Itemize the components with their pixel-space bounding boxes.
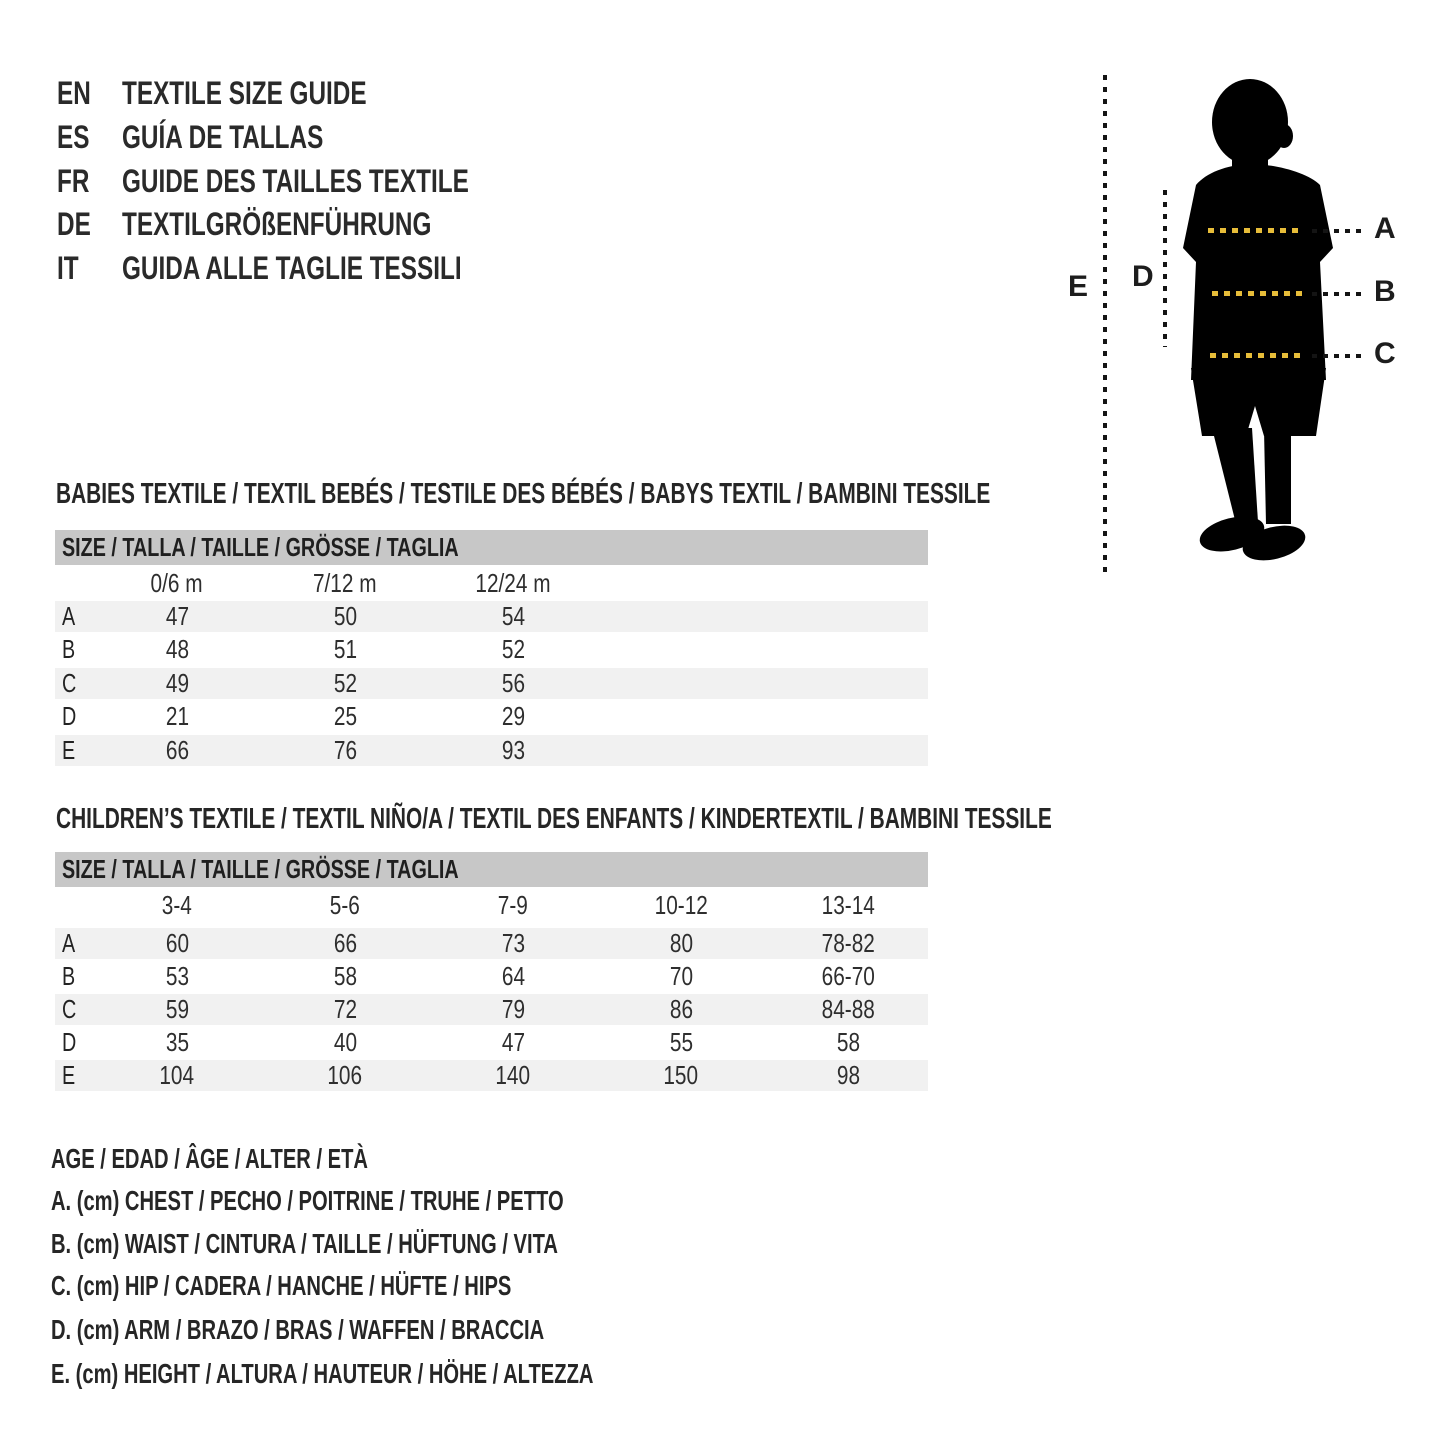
cell: 55 <box>669 1027 693 1057</box>
row-label: A <box>62 928 76 958</box>
figure-label-a: A <box>1374 212 1396 245</box>
row-label: E <box>62 1060 76 1090</box>
cell: 106 <box>327 1060 363 1090</box>
lang-code: EN <box>57 75 91 111</box>
row-label: D <box>62 701 77 731</box>
measure-leader-c <box>1312 354 1366 358</box>
cell: 104 <box>159 1060 195 1090</box>
cell: 72 <box>333 994 357 1024</box>
row-label: C <box>62 994 77 1024</box>
cell: 51 <box>333 634 357 664</box>
cell: 140 <box>495 1060 531 1090</box>
legend-item-arm: D. (cm) ARM / BRAZO / BRAS / WAFFEN / BRACCIA <box>51 1314 545 1345</box>
cell: 66-70 <box>821 961 875 991</box>
cell: 47 <box>165 601 189 631</box>
cell: 54 <box>501 601 525 631</box>
row-label: B <box>62 961 76 991</box>
lang-code: IT <box>57 250 79 286</box>
cell: 48 <box>165 634 189 664</box>
cell: 80 <box>669 928 693 958</box>
children-section-title: CHILDREN’S TEXTILE / TEXTIL NIÑO/A / TEXTIL DES ENFANTS / KINDERTEXTIL / BAMBINI TESSILE <box>56 803 1052 835</box>
cell: 47 <box>501 1027 525 1057</box>
column-header: 0/6 m <box>150 568 204 598</box>
lang-title: GUIDA ALLE TAGLIE TESSILI <box>122 250 462 286</box>
cell: 150 <box>663 1060 699 1090</box>
cell: 66 <box>333 928 357 958</box>
table-row <box>55 668 928 699</box>
table-row <box>55 961 928 992</box>
lang-title: TEXTILGRÖßENFÜHRUNG <box>122 206 432 242</box>
babies-column-header-row <box>55 568 928 599</box>
column-header: 5-6 <box>329 890 361 920</box>
lang-title: GUIDE DES TAILLES TEXTILE <box>122 163 469 199</box>
column-header: 10-12 <box>654 890 708 920</box>
cell: 86 <box>669 994 693 1024</box>
measure-dash-c <box>1210 353 1306 358</box>
cell: 58 <box>836 1027 860 1057</box>
cell: 78-82 <box>821 928 875 958</box>
cell: 84-88 <box>821 994 875 1024</box>
cell: 25 <box>333 701 357 731</box>
row-label: D <box>62 1027 77 1057</box>
table-row <box>55 1060 928 1091</box>
cell: 40 <box>333 1027 357 1057</box>
cell: 59 <box>165 994 189 1024</box>
column-header: 7-9 <box>497 890 529 920</box>
column-header: 7/12 m <box>313 568 377 598</box>
row-label: B <box>62 634 76 664</box>
column-header: 12/24 m <box>475 568 551 598</box>
cell: 53 <box>165 961 189 991</box>
measure-leader-a <box>1312 229 1366 233</box>
cell: 98 <box>836 1060 860 1090</box>
column-header: 13-14 <box>821 890 875 920</box>
measure-dash-b <box>1212 291 1304 296</box>
row-label: A <box>62 601 76 631</box>
cell: 60 <box>165 928 189 958</box>
row-label: C <box>62 668 77 698</box>
measure-dash-a <box>1208 228 1304 233</box>
figure-label-c: C <box>1374 337 1396 370</box>
cell: 93 <box>501 735 525 765</box>
cell: 70 <box>669 961 693 991</box>
cell: 29 <box>501 701 525 731</box>
cell: 21 <box>165 701 189 731</box>
cell: 79 <box>501 994 525 1024</box>
table-row <box>55 701 928 732</box>
table-row <box>55 601 928 632</box>
lang-code: ES <box>57 119 90 155</box>
row-label: E <box>62 735 76 765</box>
table-row <box>55 735 928 766</box>
babies-size-header-bar: SIZE / TALLA / TAILLE / GRÖSSE / TAGLIA <box>55 530 928 565</box>
cell: 52 <box>333 668 357 698</box>
babies-section-title: BABIES TEXTILE / TEXTIL BEBÉS / TESTILE DES BÉBÉS / BABYS TEXTIL / BAMBINI TESSILE <box>56 478 991 510</box>
measure-line-d <box>1163 190 1167 347</box>
table-row <box>55 634 928 665</box>
lang-code: DE <box>57 206 91 242</box>
figure-label-e: E <box>1068 270 1089 303</box>
cell: 35 <box>165 1027 189 1057</box>
cell: 73 <box>501 928 525 958</box>
children-column-header-row <box>55 890 928 921</box>
legend-item-chest: A. (cm) CHEST / PECHO / POITRINE / TRUHE / PETTO <box>51 1185 564 1216</box>
cell: 66 <box>165 735 189 765</box>
measure-leader-b <box>1312 292 1366 296</box>
cell: 52 <box>501 634 525 664</box>
table-row <box>55 1027 928 1058</box>
cell: 56 <box>501 668 525 698</box>
children-size-header-bar: SIZE / TALLA / TAILLE / GRÖSSE / TAGLIA <box>55 852 928 887</box>
cell: 64 <box>501 961 525 991</box>
cell: 58 <box>333 961 357 991</box>
cell: 50 <box>333 601 357 631</box>
figure-label-b: B <box>1374 275 1396 308</box>
legend-item-hip: C. (cm) HIP / CADERA / HANCHE / HÜFTE / HIPS <box>51 1270 512 1301</box>
cell: 76 <box>333 735 357 765</box>
lang-title: GUÍA DE TALLAS <box>122 119 324 155</box>
table-row <box>55 994 928 1025</box>
figure-label-d: D <box>1132 260 1154 293</box>
lang-code: FR <box>57 163 90 199</box>
table-row <box>55 928 928 959</box>
legend-item-height: E. (cm) HEIGHT / ALTURA / HAUTEUR / HÖHE / ALTEZZA <box>51 1358 594 1389</box>
column-header: 3-4 <box>161 890 193 920</box>
cell: 49 <box>165 668 189 698</box>
lang-title: TEXTILE SIZE GUIDE <box>122 75 367 111</box>
legend-item-waist: B. (cm) WAIST / CINTURA / TAILLE / HÜFTUNG / VITA <box>51 1228 558 1259</box>
legend-age: AGE / EDAD / ÂGE / ALTER / ETÀ <box>51 1143 368 1174</box>
